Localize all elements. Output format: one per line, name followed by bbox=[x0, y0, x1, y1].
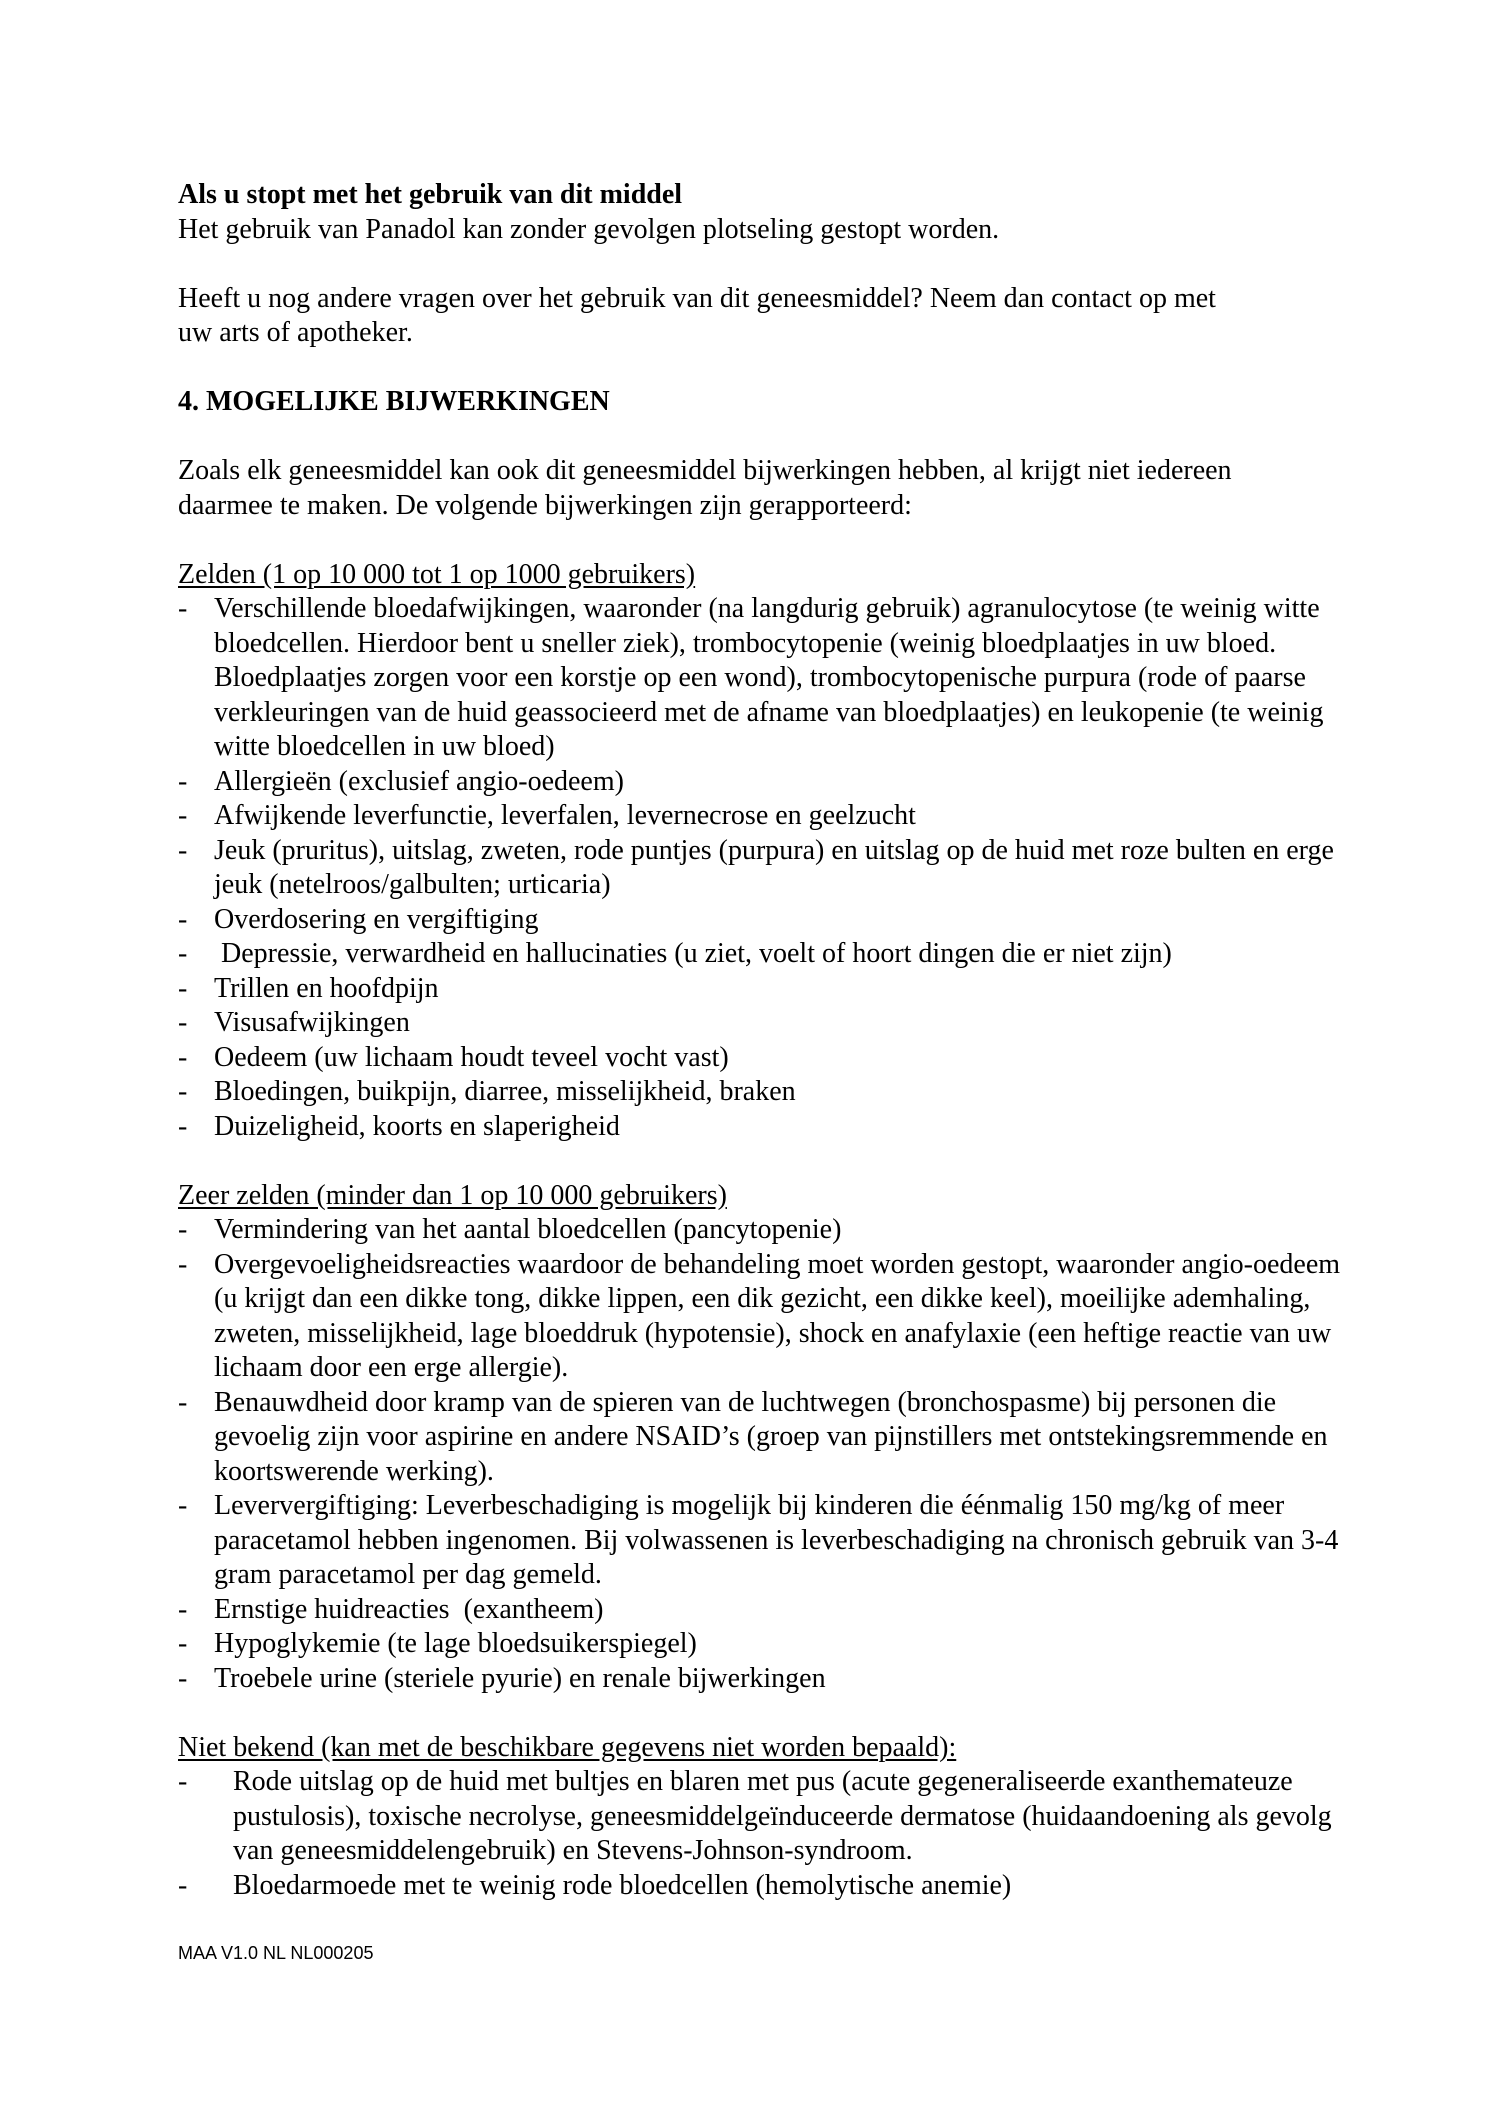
footer-code: MAA V1.0 NL NL000205 bbox=[178, 1943, 374, 1963]
list-dash: - bbox=[178, 1628, 188, 1659]
list-item-text: Vermindering van het aantal bloedcellen (pancytopenie) bbox=[214, 1214, 842, 1245]
list-item bbox=[178, 972, 1348, 1007]
list-dash: - bbox=[178, 1110, 188, 1142]
list-item bbox=[178, 1075, 1348, 1110]
unknown-title: Niet bekend (kan met de beschikbare gegevens niet worden bepaald): bbox=[178, 1731, 957, 1763]
list-item-text: Hypoglykemie (te lage bloedsuikerspiegel) bbox=[214, 1628, 697, 1659]
list-item-text: Bloedingen, buikpijn, diarree, misselijkheid, braken bbox=[214, 1076, 796, 1107]
list-item bbox=[178, 903, 1348, 938]
list-item bbox=[178, 1110, 1348, 1145]
list-item bbox=[178, 1041, 1348, 1076]
list-item-text: Oedeem (uw lichaam houdt teveel vocht vast) bbox=[214, 1041, 729, 1073]
list-dash: - bbox=[178, 1214, 188, 1245]
list-item-text: Jeuk (pruritus), uitslag, zweten, rode puntjes (purpura) en uitslag op de huid met roze bulten en erge jeuk (netelroos/galbulten; urticaria) bbox=[214, 834, 1341, 900]
list-item-text: Rode uitslag op de huid met bultjes en blaren met pus (acute gegeneraliseerde exanthemateuze pustulosis), toxische necrolyse, geneesmiddelgeïnduceerde dermatose (huidaandoening als gevolg van geneesmiddelengebruik) en Stevens-Johnson-syndroom. bbox=[233, 1766, 1339, 1866]
list-dash: - bbox=[178, 972, 188, 1004]
list-dash: - bbox=[178, 903, 188, 935]
list-dash: - bbox=[178, 1593, 188, 1625]
list-item-text: Allergieën (exclusief angio-oedeem) bbox=[214, 765, 624, 797]
list-item bbox=[178, 1006, 1348, 1041]
list-item bbox=[178, 1248, 1348, 1386]
list-item-text: Overgevoeligheidsreacties waardoor de behandeling moet worden gestopt, waaronder angio-oedeem (u krijgt dan een dikke tong, dikke lippen, een dik gezicht, een dikke keel), moeilijke ademhaling, zweten, misselijkheid, lage bloeddruk (hypotensie), shock en anafylaxie (een heftige reactie van uw lichaam door een erge allergie). bbox=[214, 1248, 1348, 1383]
page-content bbox=[178, 178, 1348, 1903]
list-dash: - bbox=[178, 800, 188, 831]
unknown-list bbox=[178, 1765, 1348, 1903]
list-dash: - bbox=[178, 1248, 188, 1280]
list-item bbox=[178, 592, 1348, 765]
rare-title: Zelden (1 op 10 000 tot 1 op 1000 gebruikers) bbox=[178, 558, 696, 590]
list-dash: - bbox=[178, 1386, 188, 1418]
list-item-text: Bloedarmoede met te weinig rode bloedcellen (hemolytische anemie) bbox=[233, 1869, 1012, 1901]
list-item bbox=[178, 799, 1348, 834]
list-item bbox=[178, 1627, 1348, 1662]
list-item-text: Troebele urine (steriele pyurie) en renale bijwerkingen bbox=[214, 1662, 826, 1694]
list-item-text: Ernstige huidreacties (exantheem) bbox=[214, 1593, 604, 1625]
list-item-text: Leververgiftiging: Leverbeschadiging is mogelijk bij kinderen die éénmalig 150 mg/kg of meer paracetamol hebben ingenomen. Bij volwassenen is leverbeschadiging na chronisch gebruik van 3-4 gram paracetamol per dag gemeld. bbox=[214, 1490, 1346, 1590]
side-effects-intro-line-2: daarmee te maken. De volgende bijwerkingen zijn gerapporteerd: bbox=[178, 489, 912, 521]
list-item bbox=[178, 1765, 1348, 1869]
list-item bbox=[178, 1213, 1348, 1248]
side-effects-intro-line-1: Zoals elk geneesmiddel kan ook dit geneesmiddel bijwerkingen hebben, al krijgt niet iedereen bbox=[178, 455, 1232, 486]
list-dash: - bbox=[178, 593, 188, 624]
list-dash: - bbox=[178, 1869, 188, 1901]
list-item bbox=[178, 1489, 1348, 1593]
list-dash: - bbox=[178, 1766, 188, 1797]
list-item-text: Depressie, verwardheid en hallucinaties (u ziet, voelt of hoort dingen die er niet zijn) bbox=[214, 938, 1172, 969]
list-item-text: Duizeligheid, koorts en slaperigheid bbox=[214, 1110, 620, 1142]
side-effects-heading: 4. MOGELIJKE BIJWERKINGEN bbox=[178, 386, 610, 417]
questions-line-2: uw arts of apotheker. bbox=[178, 317, 413, 348]
very-rare-list bbox=[178, 1213, 1348, 1696]
rare-list bbox=[178, 592, 1348, 1144]
list-item bbox=[178, 1662, 1348, 1697]
list-dash: - bbox=[178, 1007, 188, 1038]
stop-heading: Als u stopt met het gebruik van dit middel bbox=[178, 179, 683, 210]
list-item-text: Trillen en hoofdpijn bbox=[214, 972, 439, 1004]
list-item bbox=[178, 1386, 1348, 1490]
list-dash: - bbox=[178, 1490, 188, 1521]
list-item bbox=[178, 1593, 1348, 1628]
list-item-text: Overdosering en vergiftiging bbox=[214, 903, 539, 935]
list-dash: - bbox=[178, 834, 188, 866]
list-item bbox=[178, 834, 1348, 903]
list-dash: - bbox=[178, 1662, 188, 1694]
list-dash: - bbox=[178, 765, 188, 797]
list-dash: - bbox=[178, 1041, 188, 1073]
questions-line-1: Heeft u nog andere vragen over het gebruik van dit geneesmiddel? Neem dan contact op met bbox=[178, 282, 1216, 314]
list-dash: - bbox=[178, 1076, 188, 1107]
list-item-text: Afwijkende leverfunctie, leverfalen, levernecrose en geelzucht bbox=[214, 800, 916, 831]
list-item-text: Benauwdheid door kramp van de spieren van de luchtwegen (bronchospasme) bij personen die gevoelig zijn voor aspirine en andere NSAID’s (groep van pijnstillers met ontstekingsremmende en koortswerende werking). bbox=[214, 1386, 1335, 1487]
stop-text: Het gebruik van Panadol kan zonder gevolgen plotseling gestopt worden. bbox=[178, 213, 1000, 245]
list-item-text: Verschillende bloedafwijkingen, waaronder (na langdurig gebruik) agranulocytose (te weinig witte bloedcellen. Hierdoor bent u sneller ziek), trombocytopenie (weinig bloedplaatjes in uw bloed. Bloedplaatjes zorgen voor een korstje op een wond), trombocytopenische purpura (rode of paarse verkleuringen van de huid geassocieerd met de afname van bloedplaatjes) en leukopenie (te weinig witte bloedcellen in uw bloed) bbox=[214, 593, 1331, 762]
list-item bbox=[178, 937, 1348, 972]
list-item bbox=[178, 1869, 1348, 1904]
very-rare-title: Zeer zelden (minder dan 1 op 10 000 gebruikers) bbox=[178, 1179, 727, 1211]
list-dash: - bbox=[178, 938, 188, 969]
list-item bbox=[178, 765, 1348, 800]
list-item-text: Visusafwijkingen bbox=[214, 1007, 410, 1038]
